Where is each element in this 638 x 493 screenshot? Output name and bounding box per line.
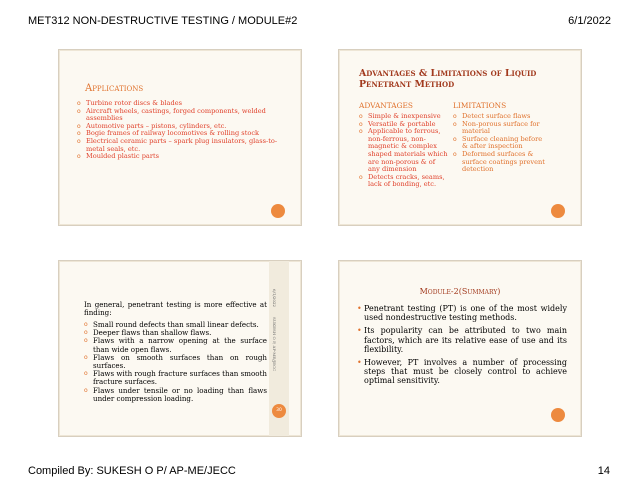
slide-page-number: 30 (272, 404, 286, 418)
slide-title: Applications (85, 83, 144, 94)
summary-list (357, 304, 567, 386)
list-item: o Turbine rotor discs & blades (77, 100, 283, 108)
list-item: o Deeper flaws than shallow flaws. (84, 329, 267, 337)
list-item: o Surface cleaning before & after inspection (453, 136, 545, 151)
bullet-icon: • (357, 326, 362, 336)
header-date: 6/1/2022 (568, 15, 611, 27)
list-item: o Bogie frames of railway locomotives & rolling stock (77, 130, 283, 138)
intro-text: In general, penetrant testing is more effective at finding: (84, 300, 267, 318)
side-author: SUKESH O P, AP-ME/JECC (272, 317, 277, 372)
slide-marker-dot (551, 204, 565, 218)
slide-summary (338, 260, 582, 437)
list-item: o Electrical ceramic parts – spark plug insulators, glass-to-metal seals, etc. (77, 138, 283, 153)
list-item: o Aircraft wheels, castings, forged components, welded assemblies (77, 108, 283, 123)
advantages-header: ADVANTAGES (359, 101, 413, 110)
list-item: o Non-porous surface for material (453, 121, 545, 136)
list-item: o Deformed surfaces & surface coatings prevent detection (453, 151, 545, 174)
list-item: o Flaws on smooth surfaces than on rough surfaces. (84, 354, 267, 370)
slide-title: Advantages & Limitations of Liquid Penetrant Method (359, 68, 537, 90)
slide-applications (58, 49, 302, 226)
list-item: • Penetrant testing (PT) is one of the most widely used nondestructive testing methods. (357, 304, 567, 323)
footer-page-number: 14 (597, 465, 610, 477)
list-item: o Detect surface flaws (453, 113, 545, 121)
footer-credit: Compiled By: SUKESH O P/ AP-ME/JECC (28, 465, 236, 477)
list-item: o Detects cracks, seams, lack of bonding, etc. (359, 174, 449, 189)
list-item: o Versatile & portable (359, 121, 449, 129)
bullet-icon: • (357, 358, 362, 368)
list-item: o Small round defects than small linear defects. (84, 321, 267, 329)
slide-marker-dot (551, 408, 565, 422)
list-item: o Automotive parts – pistons, cylinders, etc. (77, 123, 283, 131)
effectiveness-list (84, 321, 267, 403)
applications-list (77, 100, 283, 161)
list-item: o Applicable to ferrous, non-ferrous, non-magnetic & complex shaped materials which are non-porous & of any dimension (359, 128, 449, 174)
list-item: o Flaws with a narrow opening at the surface than wide open flaws. (84, 337, 267, 353)
list-item: o Simple & inexpensive (359, 113, 449, 121)
limitations-header: LIMITATIONS (453, 101, 507, 110)
list-item: o Moulded plastic parts (77, 153, 283, 161)
bullet-icon: • (357, 304, 362, 313)
slide-marker-dot (271, 204, 285, 218)
slide-title: Module-2(Summary) (419, 287, 501, 296)
list-item: o Flaws under tensile or no loading than flaws under compression loading. (84, 387, 267, 403)
list-item: • However, PT involves a number of processing steps that must be closely control to achieve optimal sensitivity. (357, 358, 567, 386)
list-item: o Flaws with rough fracture surfaces than smooth fracture surfaces. (84, 370, 267, 386)
side-date: 6/1/2022 (272, 289, 277, 307)
list-item: • Its popularity can be attributed to two main factors, which are its relative ease of use and its flexibility. (357, 326, 567, 354)
limitations-list (453, 113, 545, 174)
advantages-list (359, 113, 449, 189)
slide-effectiveness (58, 260, 302, 437)
slide-advantages-limitations (338, 49, 582, 226)
header-title: MET312 NON-DESTRUCTIVE TESTING / MODULE#2 (28, 15, 298, 27)
